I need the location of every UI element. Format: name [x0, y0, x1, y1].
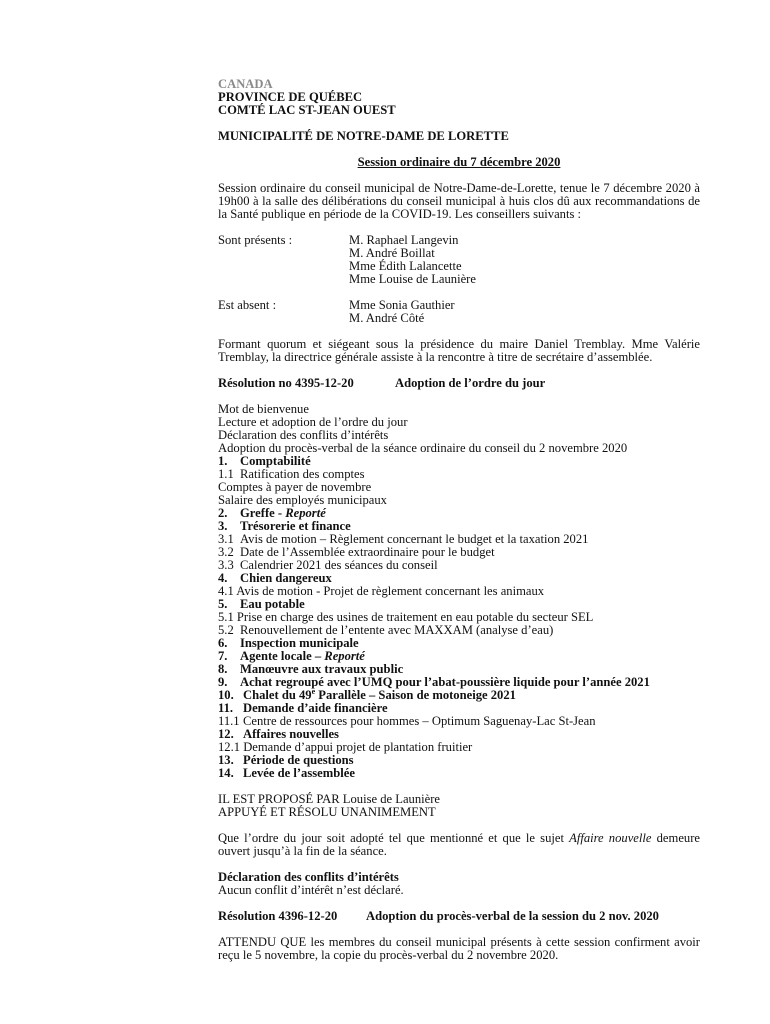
agenda-item: 2. Greffe - Reporté [218, 506, 326, 520]
agenda-subitem: 3.1 Avis de motion – Règlement concernant le budget et la taxation 2021 [218, 532, 589, 546]
present-names [349, 234, 476, 286]
agenda-subitem: 11.1 Centre de ressources pour hommes – Optimum Saguenay-Lac St-Jean [218, 714, 596, 728]
agenda-item: 9. Achat regroupé avec l’UMQ pour l’abat-poussière liquide pour l’année 2021 [218, 675, 650, 689]
agenda-subitem: 12.1 Demande d’appui projet de plantation fruitier [218, 740, 473, 754]
seconded-line: APPUYÉ ET RÉSOLU UNANIMEMENT [218, 805, 436, 819]
agenda-item: 8. Manœuvre aux travaux public [218, 662, 404, 676]
document-page [218, 78, 700, 962]
country-heading: CANADA [218, 77, 273, 91]
adoption-paragraph: Que l’ordre du jour soit adopté tel que mentionné et que le sujet Affaire nouvelle demeure ouvert jusqu’à la fin de la séance. [218, 831, 700, 858]
session-title: Session ordinaire du 7 décembre 2020 [357, 155, 561, 169]
agenda-item: 5. Eau potable [218, 597, 305, 611]
present-name: M. Raphael Langevin [349, 233, 459, 247]
resolution-heading-2 [218, 910, 700, 923]
agenda-subitem: 3.3 Calendrier 2021 des séances du conseil [218, 558, 438, 572]
absent-label: Est absent : [218, 298, 277, 312]
municipality-heading: MUNICIPALITÉ DE NOTRE-DAME DE LORETTE [218, 129, 509, 143]
resolution-title: Adoption de l’ordre du jour [395, 376, 546, 390]
agenda-list [218, 403, 700, 780]
agenda-item: 10. Chalet du 49e Parallèle – Saison de motoneige 2021 [218, 686, 516, 702]
conflicts-text: Aucun conflit d’intérêt n’est déclaré. [218, 883, 404, 897]
resolution-title-2: Adoption du procès-verbal de la session du 2 nov. 2020 [366, 909, 659, 923]
agenda-subitem: 1.1 Ratification des comptes [218, 467, 365, 481]
absent-block [218, 299, 700, 325]
present-label: Sont présents : [218, 233, 293, 247]
agenda-item: 6. Inspection municipale [218, 636, 359, 650]
province-heading: PROVINCE DE QUÉBEC [218, 90, 363, 104]
agenda-item: 4. Chien dangereux [218, 571, 332, 585]
agenda-item: 3. Trésorerie et finance [218, 519, 351, 533]
resolution-heading [218, 377, 700, 390]
proposed-line: IL EST PROPOSÉ PAR Louise de Launière [218, 792, 441, 806]
agenda-subitem: 5.2 Renouvellement de l’entente avec MAXXAM (analyse d’eau) [218, 623, 554, 637]
agenda-subitem: 4.1 Avis de motion - Projet de règlement concernant les animaux [218, 584, 545, 598]
quorum-paragraph: Formant quorum et siégeant sous la présidence du maire Daniel Tremblay. Mme Valérie Tremblay, la directrice générale assiste à la rencontre à titre de secrétaire d’assemblée. [218, 337, 700, 364]
absent-name: M. André Côté [349, 311, 425, 325]
intro-paragraph: Session ordinaire du conseil municipal de Notre-Dame-de-Lorette, tenue le 7 décembre 2020 à 19h00 à la salle des délibérations du conseil municipal à huis clos dû aux recommandations de la Santé publique en période de la COVID-19. Les conseillers suivants : [218, 181, 700, 221]
agenda-item: 7. Agente locale – Reporté [218, 649, 365, 663]
agenda-item: 11. Demande d’aide financière [218, 701, 388, 715]
county-heading: COMTÉ LAC ST-JEAN OUEST [218, 103, 396, 117]
resolution-number: Résolution no 4395-12-20 [218, 376, 354, 390]
conflicts-title: Déclaration des conflits d’intérêts [218, 870, 399, 884]
agenda-item: 12. Affaires nouvelles [218, 727, 339, 741]
agenda-line: Mot de bienvenue [218, 402, 309, 416]
present-name: Mme Louise de Launière [349, 272, 476, 286]
agenda-item: 13. Période de questions [218, 753, 354, 767]
resolution-number-2: Résolution 4396-12-20 [218, 909, 338, 923]
attendu-paragraph: ATTENDU QUE les membres du conseil municipal présents à cette session confirment avoir reçu le 5 novembre, la copie du procès-verbal du 2 novembre 2020. [218, 935, 700, 962]
absent-name: Mme Sonia Gauthier [349, 298, 455, 312]
agenda-line: Adoption du procès-verbal de la séance ordinaire du conseil du 2 novembre 2020 [218, 441, 628, 455]
agenda-line: Lecture et adoption de l’ordre du jour [218, 415, 408, 429]
present-block [218, 234, 700, 286]
agenda-subitem: 5.1 Prise en charge des usines de traitement en eau potable du secteur SEL [218, 610, 594, 624]
present-name: Mme Édith Lalancette [349, 259, 462, 273]
agenda-line: Déclaration des conflits d’intérêts [218, 428, 389, 442]
agenda-line: Comptes à payer de novembre [218, 480, 372, 494]
agenda-line: Salaire des employés municipaux [218, 493, 387, 507]
absent-names [349, 299, 455, 325]
agenda-item: 14. Levée de l’assemblée [218, 766, 355, 780]
agenda-subitem: 3.2 Date de l’Assemblée extraordinaire pour le budget [218, 545, 495, 559]
present-name: M. André Boillat [349, 246, 435, 260]
agenda-item: 1. Comptabilité [218, 454, 311, 468]
